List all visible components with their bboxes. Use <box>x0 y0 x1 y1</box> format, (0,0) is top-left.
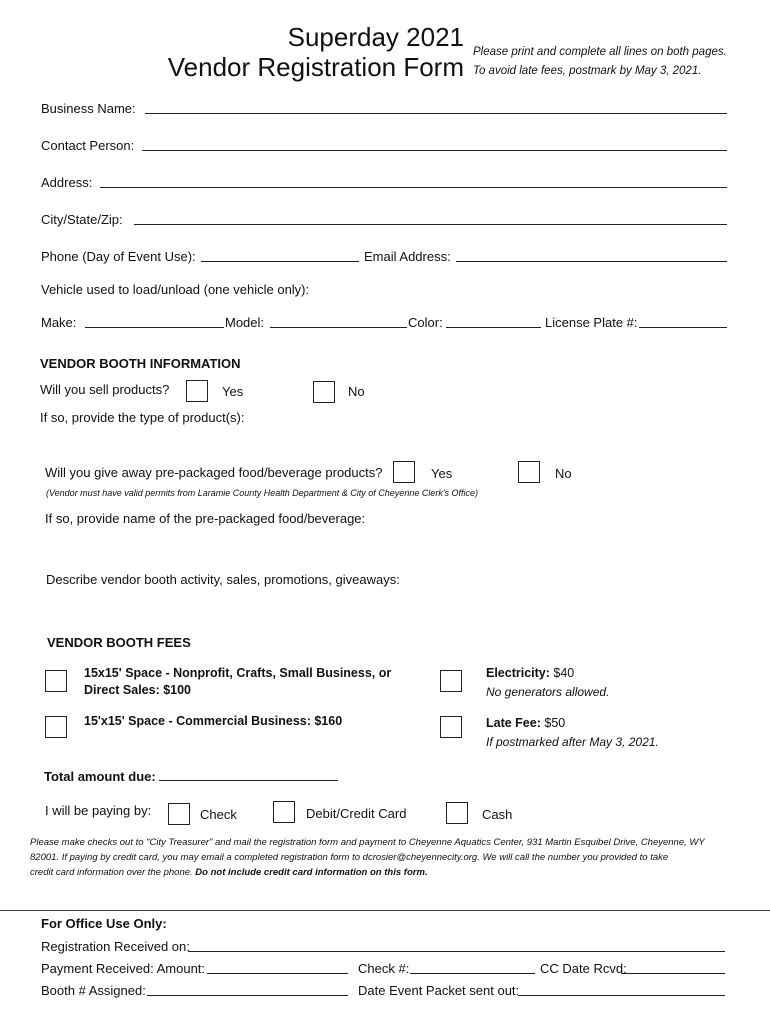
total-due-label: Total amount due: <box>44 769 156 784</box>
pay-cash-checkbox[interactable] <box>446 802 468 824</box>
sell-yes-label: Yes <box>222 384 244 399</box>
registration-received-field[interactable] <box>188 951 725 952</box>
phone-label: Phone (Day of Event Use): <box>41 249 196 264</box>
payment-amount-field[interactable] <box>207 973 348 974</box>
late-fee-price: $50 <box>540 716 566 730</box>
option-nonprofit-label <box>84 665 391 699</box>
email-field[interactable] <box>456 261 727 262</box>
option-nonprofit-line2: Direct Sales: $100 <box>84 683 192 697</box>
business-name-label: Business Name: <box>41 101 136 116</box>
booth-assigned-field[interactable] <box>147 995 348 996</box>
product-type-label: If so, provide the type of product(s): <box>40 410 245 425</box>
electricity-note: No generators allowed. <box>486 685 610 699</box>
phone-field[interactable] <box>201 261 359 262</box>
permit-note: (Vendor must have valid permits from Laramie County Health Department & City of Cheyenne Clerk's Office) <box>46 488 479 498</box>
option-nonprofit-checkbox[interactable] <box>45 670 67 692</box>
activity-label: Describe vendor booth activity, sales, promotions, giveaways: <box>46 572 400 587</box>
electricity-checkbox[interactable] <box>440 670 462 692</box>
pay-cash-label: Cash <box>482 807 513 822</box>
pay-check-checkbox[interactable] <box>168 803 190 825</box>
food-question: Will you give away pre-packaged food/beverage products? <box>45 465 383 480</box>
city-state-zip-label: City/State/Zip: <box>41 212 123 227</box>
check-number-label: Check #: <box>358 961 410 976</box>
late-fee-checkbox[interactable] <box>440 716 462 738</box>
registration-received-label: Registration Received on: <box>41 939 190 954</box>
license-plate-field[interactable] <box>639 327 727 328</box>
instruction-note-line1: Please print and complete all lines on both pages. <box>473 46 727 58</box>
sell-yes-checkbox[interactable] <box>186 380 208 402</box>
office-divider <box>0 910 770 911</box>
food-no-checkbox[interactable] <box>518 461 540 483</box>
paying-by-label: I will be paying by: <box>45 803 152 818</box>
city-state-zip-field[interactable] <box>134 224 727 225</box>
electricity-label <box>486 665 574 682</box>
sell-no-label: No <box>348 384 365 399</box>
email-label: Email Address: <box>364 249 451 264</box>
pay-card-label: Debit/Credit Card <box>306 806 407 821</box>
cc-date-field[interactable] <box>621 973 725 974</box>
license-plate-label: License Plate #: <box>545 315 638 330</box>
instructions-line1: Please make checks out to "City Treasurer" and mail the registration form and payment to Cheyenne Aquatics Center, 931 Martin Esquibel Drive, Cheyenne, WY <box>30 837 705 848</box>
food-no-label: No <box>555 466 572 481</box>
color-label: Color: <box>408 315 443 330</box>
instructions-bold-warning: Do not include credit card information on this form. <box>195 867 428 878</box>
booth-assigned-label: Booth # Assigned: <box>41 983 146 998</box>
packet-sent-label: Date Event Packet sent out: <box>358 983 520 998</box>
business-name-field[interactable] <box>145 113 727 114</box>
instruction-note-line2: To avoid late fees, postmark by May 3, 2021. <box>473 65 702 77</box>
model-field[interactable] <box>270 327 407 328</box>
contact-person-field[interactable] <box>142 150 727 151</box>
payment-instructions <box>30 835 740 880</box>
booth-fees-heading: VENDOR BOOTH FEES <box>47 635 191 650</box>
sell-products-question: Will you sell products? <box>40 382 170 397</box>
form-title-line2: Vendor Registration Form <box>167 52 464 82</box>
contact-person-label: Contact Person: <box>41 138 135 153</box>
food-yes-label: Yes <box>431 466 453 481</box>
payment-received-label: Payment Received: Amount: <box>41 961 206 976</box>
vehicle-label: Vehicle used to load/unload (one vehicle only): <box>41 282 310 297</box>
check-number-field[interactable] <box>410 973 535 974</box>
packet-sent-field[interactable] <box>518 995 725 996</box>
option-nonprofit-line1: 15x15' Space - Nonprofit, Crafts, Small Business, or <box>84 666 392 680</box>
pay-check-label: Check <box>200 807 237 822</box>
food-name-label: If so, provide name of the pre-packaged food/beverage: <box>45 511 366 526</box>
booth-info-heading: VENDOR BOOTH INFORMATION <box>40 356 241 371</box>
option-commercial-label: 15'x15' Space - Commercial Business: $160 <box>84 714 343 728</box>
pay-card-checkbox[interactable] <box>273 801 295 823</box>
model-label: Model: <box>225 315 265 330</box>
make-field[interactable] <box>85 327 224 328</box>
form-title-line1: Superday 2021 <box>287 22 464 52</box>
address-field[interactable] <box>100 187 727 188</box>
electricity-title: Electricity: <box>486 666 550 680</box>
late-fee-label <box>486 715 565 732</box>
late-fee-note: If postmarked after May 3, 2021. <box>486 735 659 749</box>
office-use-heading: For Office Use Only: <box>41 916 167 931</box>
address-label: Address: <box>41 175 93 190</box>
color-field[interactable] <box>446 327 541 328</box>
cc-date-label: CC Date Rcvd: <box>540 961 627 976</box>
late-fee-title: Late Fee: <box>486 716 541 730</box>
option-commercial-checkbox[interactable] <box>45 716 67 738</box>
total-due-field[interactable] <box>159 780 338 781</box>
food-yes-checkbox[interactable] <box>393 461 415 483</box>
instructions-line3 <box>30 865 740 880</box>
instructions-line3-text: credit card information over the phone. <box>30 867 196 878</box>
instructions-line2: 82001. If paying by credit card, you may email a completed registration form to dcrosier@cheyennecity.org. We will call the number you provided to take <box>30 852 669 863</box>
make-label: Make: <box>41 315 77 330</box>
electricity-price: $40 <box>549 666 575 680</box>
sell-no-checkbox[interactable] <box>313 381 335 403</box>
